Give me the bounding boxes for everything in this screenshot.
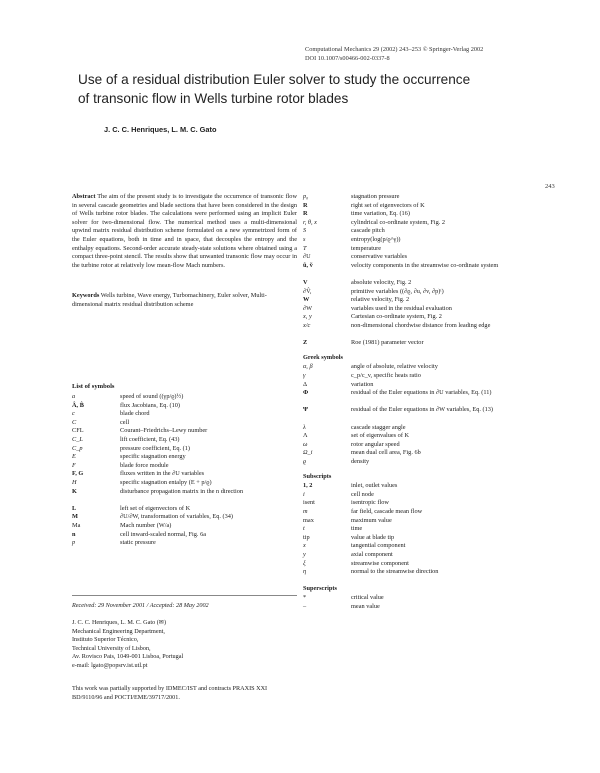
symbol-definition: static pressure bbox=[120, 539, 156, 547]
footer-divider bbox=[72, 595, 297, 596]
symbol-row bbox=[303, 210, 533, 219]
symbol: Ma bbox=[72, 522, 81, 529]
symbol: x/c bbox=[303, 322, 311, 329]
symbol-definition: time bbox=[351, 525, 363, 533]
symbol: T bbox=[303, 244, 307, 252]
symbol: p₀ bbox=[303, 193, 309, 200]
symbol: n bbox=[72, 530, 76, 538]
symbol-definition: lift coefficient, Eq. (43) bbox=[120, 436, 180, 443]
symbol: y bbox=[303, 551, 306, 558]
symbol: m bbox=[303, 508, 308, 515]
symbol-definition: left set of eigenvectors of K bbox=[120, 504, 191, 512]
symbol-row bbox=[303, 491, 533, 500]
symbol-row bbox=[303, 449, 533, 458]
symbol-row bbox=[303, 219, 533, 228]
symbol-definition: stagnation pressure bbox=[351, 193, 400, 200]
symbol-row bbox=[72, 539, 297, 548]
symbol-row bbox=[303, 227, 533, 236]
symbol: K bbox=[72, 487, 77, 495]
symbol-definition: maximum value bbox=[351, 516, 392, 524]
symbol: s bbox=[303, 236, 306, 243]
symbol-definition: inlet, outlet values bbox=[351, 482, 398, 490]
symbol-row bbox=[303, 482, 533, 491]
symbol-row bbox=[303, 322, 533, 331]
abstract-label: Abstract bbox=[72, 193, 96, 200]
symbol: * bbox=[303, 594, 307, 602]
symbol-row bbox=[303, 288, 533, 297]
symbol-row bbox=[72, 402, 297, 411]
symbol: E bbox=[72, 453, 76, 461]
symbol: i bbox=[303, 490, 305, 498]
received-dates: Received: 29 November 2001 / Accepted: 28 May 2002 bbox=[72, 602, 209, 609]
symbol-definition: Courant–Friedrichs–Lewy number bbox=[120, 427, 208, 435]
symbol-definition: right set of eigenvectors of K bbox=[351, 201, 425, 209]
affiliation-line: J. C. C. Henriques, L. M. C. Gato (✉) bbox=[72, 619, 167, 626]
symbol-row bbox=[72, 453, 297, 462]
symbol-definition: cell bbox=[120, 418, 130, 426]
symbol: L bbox=[72, 504, 77, 512]
symbol-row bbox=[72, 419, 297, 428]
symbol-definition: flux Jacobians, Eq. (10) bbox=[120, 401, 180, 409]
symbol-row bbox=[72, 393, 297, 402]
affiliation bbox=[72, 619, 183, 671]
symbol: Â, B̂ bbox=[72, 401, 84, 409]
symbol-definition: cell node bbox=[351, 490, 374, 498]
symbol-row bbox=[303, 305, 533, 314]
abstract-text: The aim of the present study is to investigate the occurrence of transonic flow in several cascade geometries and blade sections that have been considered in the design of Wells turbine rotor blades. The calculations were performed using an implicit Euler solver for two-dimensional flow. The numerical method uses a multi-dimensional upwind matrix residual distribution scheme formulated on a new symmetrized form of the Euler equations, both in time and in space, that decouples the entropy and the enthalpy equations. Second-order accurate steady-state solutions where obtained using a compact three-point stencil. The results show that unwanted transonic flow may occur in the turbine rotor at relatively low mean-flow Mach numbers. bbox=[72, 193, 298, 269]
greek-symbols-heading: Greek symbols bbox=[303, 353, 343, 361]
symbol-definition: ∂U/∂W, transformation of variables, Eq. (34) bbox=[120, 513, 234, 521]
symbol-definition: Cartesian co-ordinate system, Fig. 2 bbox=[351, 313, 442, 321]
symbol: ω bbox=[303, 440, 308, 448]
symbol-definition: conservative variables bbox=[351, 253, 408, 261]
symbol-definition: pressure coefficient, Eq. (1) bbox=[120, 444, 190, 452]
symbol-definition: time variation, Eq. (16) bbox=[351, 210, 410, 218]
email[interactable]: e-mail: lgato@popsrv.ist.utl.pt bbox=[72, 661, 148, 669]
journal-citation: Computational Mechanics 29 (2002) 243–253 © Springer-Verlag 2002 bbox=[305, 46, 484, 53]
symbol-definition: Mach number (W/a) bbox=[120, 522, 172, 529]
symbol-row bbox=[72, 410, 297, 419]
symbol-definition: variables used in the residual evaluation bbox=[351, 304, 452, 312]
symbol-definition: set of eigenvalues of K bbox=[351, 432, 410, 440]
symbol-row bbox=[303, 245, 533, 254]
symbol: Ψ bbox=[303, 406, 308, 414]
symbol-row bbox=[303, 534, 533, 543]
symbol-definition: relative velocity, Fig. 2 bbox=[351, 296, 410, 304]
symbol: α, β bbox=[303, 363, 313, 371]
symbol-row bbox=[72, 488, 297, 497]
symbol: t bbox=[303, 525, 305, 533]
symbol-row bbox=[72, 531, 297, 540]
title-line-2: of transonic flow in Wells turbine rotor blades bbox=[78, 91, 349, 106]
symbol-row bbox=[72, 470, 297, 479]
symbol-definition: cylindrical co-ordinate system, Fig. 2 bbox=[351, 218, 446, 226]
symbol-definition: temperature bbox=[351, 244, 382, 252]
symbol-row bbox=[303, 499, 533, 508]
symbol: γ bbox=[303, 372, 306, 379]
symbol-row bbox=[303, 236, 533, 245]
affiliation-line: Mechanical Engineering Department, bbox=[72, 627, 165, 635]
symbol: max bbox=[303, 516, 314, 524]
symbol-definition: cascade pitch bbox=[351, 227, 385, 235]
affiliation-line: Technical University of Lisbon, bbox=[72, 644, 151, 652]
symbol-definition: cell inward-scaled normal, Fig. 6a bbox=[120, 530, 207, 538]
symbol: M bbox=[72, 513, 78, 521]
symbol-definition: streamwise component bbox=[351, 559, 409, 567]
title-line-1: Use of a residual distribution Euler solver to study the occurrence bbox=[78, 72, 471, 87]
abstract bbox=[72, 193, 297, 270]
symbol-definition: specific stagnation energy bbox=[120, 453, 186, 461]
symbol: Φ bbox=[303, 389, 309, 397]
symbol-row bbox=[72, 427, 297, 436]
symbol-definition: cascade stagger angle bbox=[351, 423, 406, 431]
symbol: CFL bbox=[72, 427, 84, 435]
symbol-row bbox=[72, 445, 297, 454]
symbol-row bbox=[303, 389, 533, 398]
symbol-row bbox=[303, 424, 533, 433]
symbol: λ bbox=[303, 423, 306, 431]
keywords bbox=[72, 292, 297, 309]
symbol: c bbox=[72, 410, 75, 418]
superscripts-heading: Superscripts bbox=[303, 584, 337, 592]
symbol-row bbox=[303, 432, 533, 441]
authors: J. C. C. Henriques, L. M. C. Gato bbox=[104, 125, 217, 134]
symbol-definition: angle of absolute, relative velocity bbox=[351, 363, 438, 371]
symbol-definition: residual of the Euler equations in ∂U variables, Eq. (11) bbox=[351, 389, 492, 397]
symbol-row bbox=[303, 202, 533, 211]
symbol-row bbox=[72, 505, 297, 514]
symbol-definition: critical value bbox=[351, 594, 384, 602]
symbol: C bbox=[72, 418, 77, 426]
symbol-row bbox=[72, 522, 297, 531]
symbol: a bbox=[72, 393, 76, 400]
symbol: F, G bbox=[72, 470, 84, 478]
symbol-row bbox=[303, 542, 533, 551]
symbol-definition: blade chord bbox=[120, 410, 150, 418]
symbol-definition: isentropic flow bbox=[351, 499, 389, 507]
symbol-definition: far field, cascade mean flow bbox=[351, 508, 423, 515]
symbol-definition: entropy(log(p/ϱ^γ)) bbox=[351, 236, 401, 243]
symbol-row bbox=[303, 279, 533, 288]
symbol-definition: fluxes written in the ∂U variables bbox=[120, 470, 205, 478]
symbol: – bbox=[303, 603, 307, 610]
symbol-definition: c_p/c_v, specific heats ratio bbox=[351, 372, 421, 379]
symbol-definition: density bbox=[351, 458, 370, 465]
symbol-row bbox=[303, 372, 533, 381]
symbol-definition: variation bbox=[351, 380, 374, 388]
symbol: ũ, ṽ bbox=[303, 261, 313, 269]
symbol-definition: tangential component bbox=[351, 542, 406, 550]
symbol-row bbox=[303, 262, 533, 271]
symbol: ϱ bbox=[303, 458, 307, 465]
symbol-row bbox=[303, 193, 533, 202]
symbol-row bbox=[303, 560, 533, 569]
symbol: x bbox=[303, 542, 306, 550]
paper-title bbox=[78, 70, 518, 108]
journal-header bbox=[305, 45, 483, 63]
symbol-row bbox=[72, 436, 297, 445]
symbol-definition: speed of sound ((γp/ϱ)½) bbox=[120, 393, 184, 400]
symbol: F bbox=[72, 461, 76, 469]
symbol-definition: mean dual cell area, Fig. 6b bbox=[351, 449, 421, 457]
symbol-row bbox=[303, 603, 533, 612]
symbol: S bbox=[303, 227, 307, 235]
symbol-row bbox=[303, 296, 533, 305]
symbol: Λ bbox=[303, 432, 308, 440]
symbol-row bbox=[303, 525, 533, 534]
symbol: C_p bbox=[72, 444, 83, 452]
symbol-row bbox=[303, 363, 533, 372]
symbol: p bbox=[72, 539, 76, 547]
doi: DOI 10.1007/s00466-002-0337-8 bbox=[305, 55, 390, 62]
symbol-definition: blade force module bbox=[120, 461, 169, 469]
symbol-row bbox=[303, 406, 533, 415]
keywords-label: Keywords bbox=[72, 292, 100, 299]
symbol-row bbox=[303, 441, 533, 450]
symbol: x, y bbox=[303, 313, 312, 321]
symbol-row bbox=[303, 568, 533, 577]
symbol: W bbox=[303, 296, 310, 304]
symbol: Ω_i bbox=[303, 449, 313, 457]
page-number: 243 bbox=[545, 183, 555, 190]
symbol-row bbox=[72, 513, 297, 522]
keywords-text: Wells turbine, Wave energy, Turbomachinery, Euler solver, Multi-dimensional matrix residual distribution scheme bbox=[72, 292, 267, 308]
symbol-definition: non-dimensional chordwise distance from leading edge bbox=[351, 322, 491, 329]
symbol-row bbox=[303, 339, 533, 348]
symbol-row bbox=[303, 508, 533, 517]
symbol-definition: rotor angular speed bbox=[351, 440, 400, 448]
symbol-definition: Roe (1981) parameter vector bbox=[351, 339, 424, 347]
list-of-symbols-heading: List of symbols bbox=[72, 383, 115, 390]
symbol: 1, 2 bbox=[303, 482, 313, 490]
symbol: R bbox=[303, 210, 308, 218]
symbol-row bbox=[303, 381, 533, 390]
symbol-definition: axial component bbox=[351, 551, 393, 558]
symbol: V bbox=[303, 279, 308, 286]
symbol: ∂W bbox=[303, 304, 313, 312]
symbol-row bbox=[72, 462, 297, 471]
symbol-definition: disturbance propagation matrix in the n direction bbox=[120, 487, 244, 495]
funding-note: This work was partially supported by IDMEC/IST and contracts PRAXIS XXI BD/9110/96 and POCTI/EME/39717/2001. bbox=[72, 685, 268, 701]
symbol-row bbox=[303, 313, 533, 322]
symbol-definition: absolute velocity, Fig. 2 bbox=[351, 279, 412, 286]
symbol-definition: velocity components in the streamwise co-ordinate system bbox=[351, 261, 499, 269]
symbol: ξ bbox=[303, 559, 306, 567]
symbol: Δ bbox=[303, 380, 308, 388]
symbol-definition: residual of the Euler equations in ∂W variables, Eq. (13) bbox=[351, 406, 494, 414]
symbol: η bbox=[303, 568, 307, 576]
symbol-row bbox=[303, 594, 533, 603]
symbol: isent bbox=[303, 499, 315, 507]
symbol-row bbox=[72, 479, 297, 488]
symbol-row bbox=[303, 253, 533, 262]
symbol: R bbox=[303, 201, 308, 209]
symbol: r, θ, x bbox=[303, 218, 317, 226]
symbol: ∂V̂, bbox=[303, 287, 312, 295]
symbol-row bbox=[303, 458, 533, 467]
symbol-definition: value at blade tip bbox=[351, 533, 395, 541]
subscripts-heading: Subscripts bbox=[303, 472, 332, 480]
symbol-definition: normal to the streamwise direction bbox=[351, 568, 439, 576]
symbol: Z bbox=[303, 339, 308, 347]
symbol-definition: specific stagnation entalpy (E + p/ϱ) bbox=[120, 479, 212, 486]
affiliation-line: Instituto Superior Técnico, bbox=[72, 636, 139, 644]
symbol-definition: primitive variables ((∂ϱ, ∂u, ∂v, ∂p)ᵗ) bbox=[351, 287, 444, 295]
affiliation-line: Av. Rovisco Pais, 1049-001 Lisboa, Portugal bbox=[72, 653, 184, 661]
symbol-definition: mean value bbox=[351, 603, 380, 610]
symbol: C_L bbox=[72, 436, 83, 443]
symbol: ∂U bbox=[303, 253, 311, 261]
symbol: H bbox=[72, 479, 77, 486]
symbol-row bbox=[303, 551, 533, 560]
symbol-row bbox=[303, 517, 533, 526]
symbol: tip bbox=[303, 533, 310, 541]
